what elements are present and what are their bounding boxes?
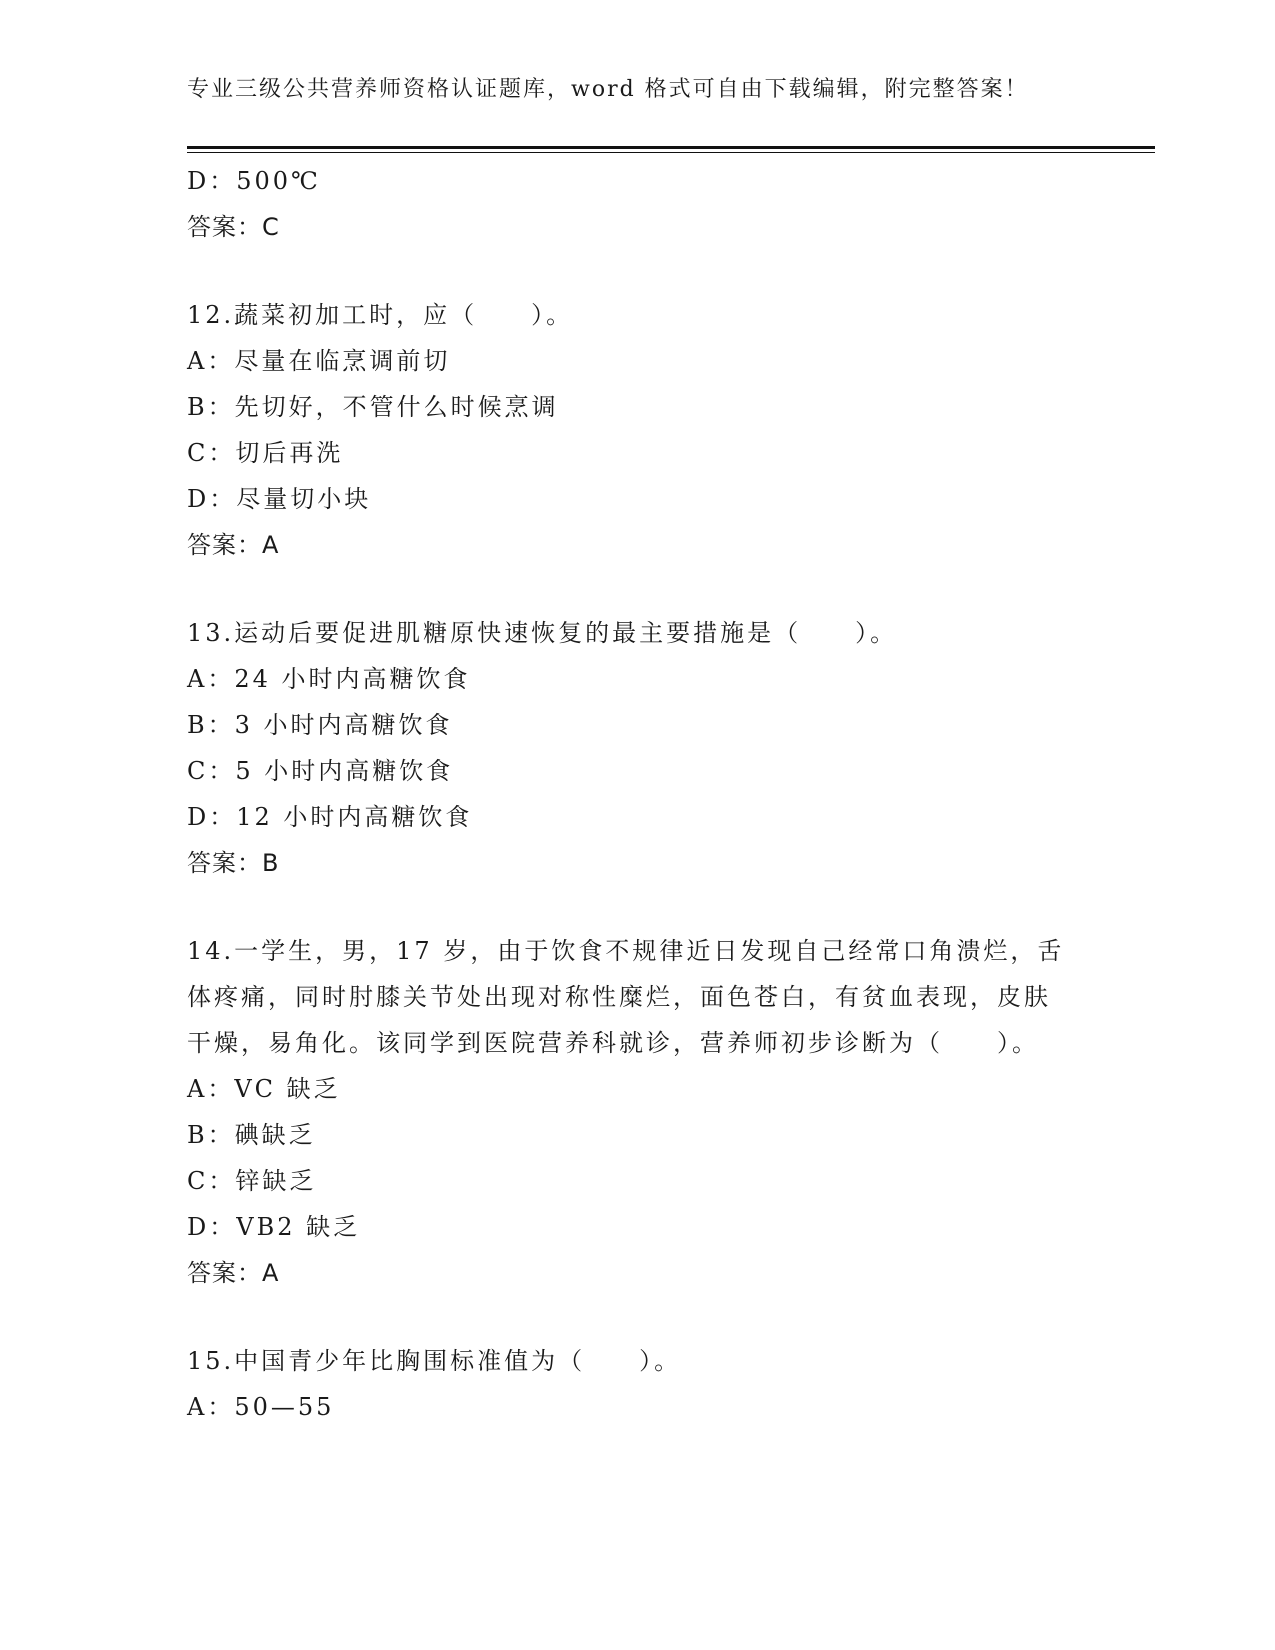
- option-a: A：24 小时内高糖饮食: [187, 665, 471, 693]
- question-stem: 13.运动后要促进肌糖原快速恢复的最主要措施是（ ）。: [187, 619, 898, 647]
- question-13: [187, 610, 1087, 886]
- option-d: D：12 小时内高糖饮食: [187, 803, 473, 831]
- question-15: [187, 1338, 1087, 1430]
- option-a: A：尽量在临烹调前切: [187, 347, 451, 375]
- question-stem: 12.蔬菜初加工时，应（ ）。: [187, 301, 574, 329]
- page-header: 专业三级公共营养师资格认证题库，word 格式可自由下载编辑，附完整答案！: [187, 77, 1029, 102]
- option-a: A：VC 缺乏: [187, 1075, 341, 1103]
- question-stem: 15.中国青少年比胸围标准值为（ ）。: [187, 1347, 682, 1375]
- answer: 答案：B: [187, 849, 280, 877]
- option-d: D：尽量切小块: [187, 485, 372, 513]
- option-a: A：50—55: [187, 1393, 335, 1421]
- answer: 答案：A: [187, 1259, 280, 1287]
- header-rule-thick: [187, 146, 1155, 149]
- header-rule-thin: [187, 152, 1155, 153]
- option-b: B：碘缺乏: [187, 1121, 316, 1149]
- option-c: C：锌缺乏: [187, 1167, 317, 1195]
- question-12: [187, 292, 1087, 568]
- answer: 答案：A: [187, 531, 280, 559]
- option-c: C：切后再洗: [187, 439, 344, 467]
- answer: 答案：C: [187, 213, 280, 241]
- question-list: [187, 158, 1087, 1430]
- option-c: C：5 小时内高糖饮食: [187, 757, 454, 785]
- option-b: B：3 小时内高糖饮食: [187, 711, 453, 739]
- question-14: [187, 928, 1087, 1296]
- option-d: D：500℃: [187, 167, 321, 195]
- question-stem: 14.一学生，男，17 岁，由于饮食不规律近日发现自己经常口角溃烂，舌体疼痛，同时肘膝关节处出现对称性糜烂，面色苍白，有贫血表现，皮肤干燥，易角化。该同学到医院营养科就诊，营养师初步诊断为（ ）。: [187, 937, 1065, 1057]
- option-b: B：先切好，不管什么时候烹调: [187, 393, 559, 421]
- option-d: D：VB2 缺乏: [187, 1213, 361, 1241]
